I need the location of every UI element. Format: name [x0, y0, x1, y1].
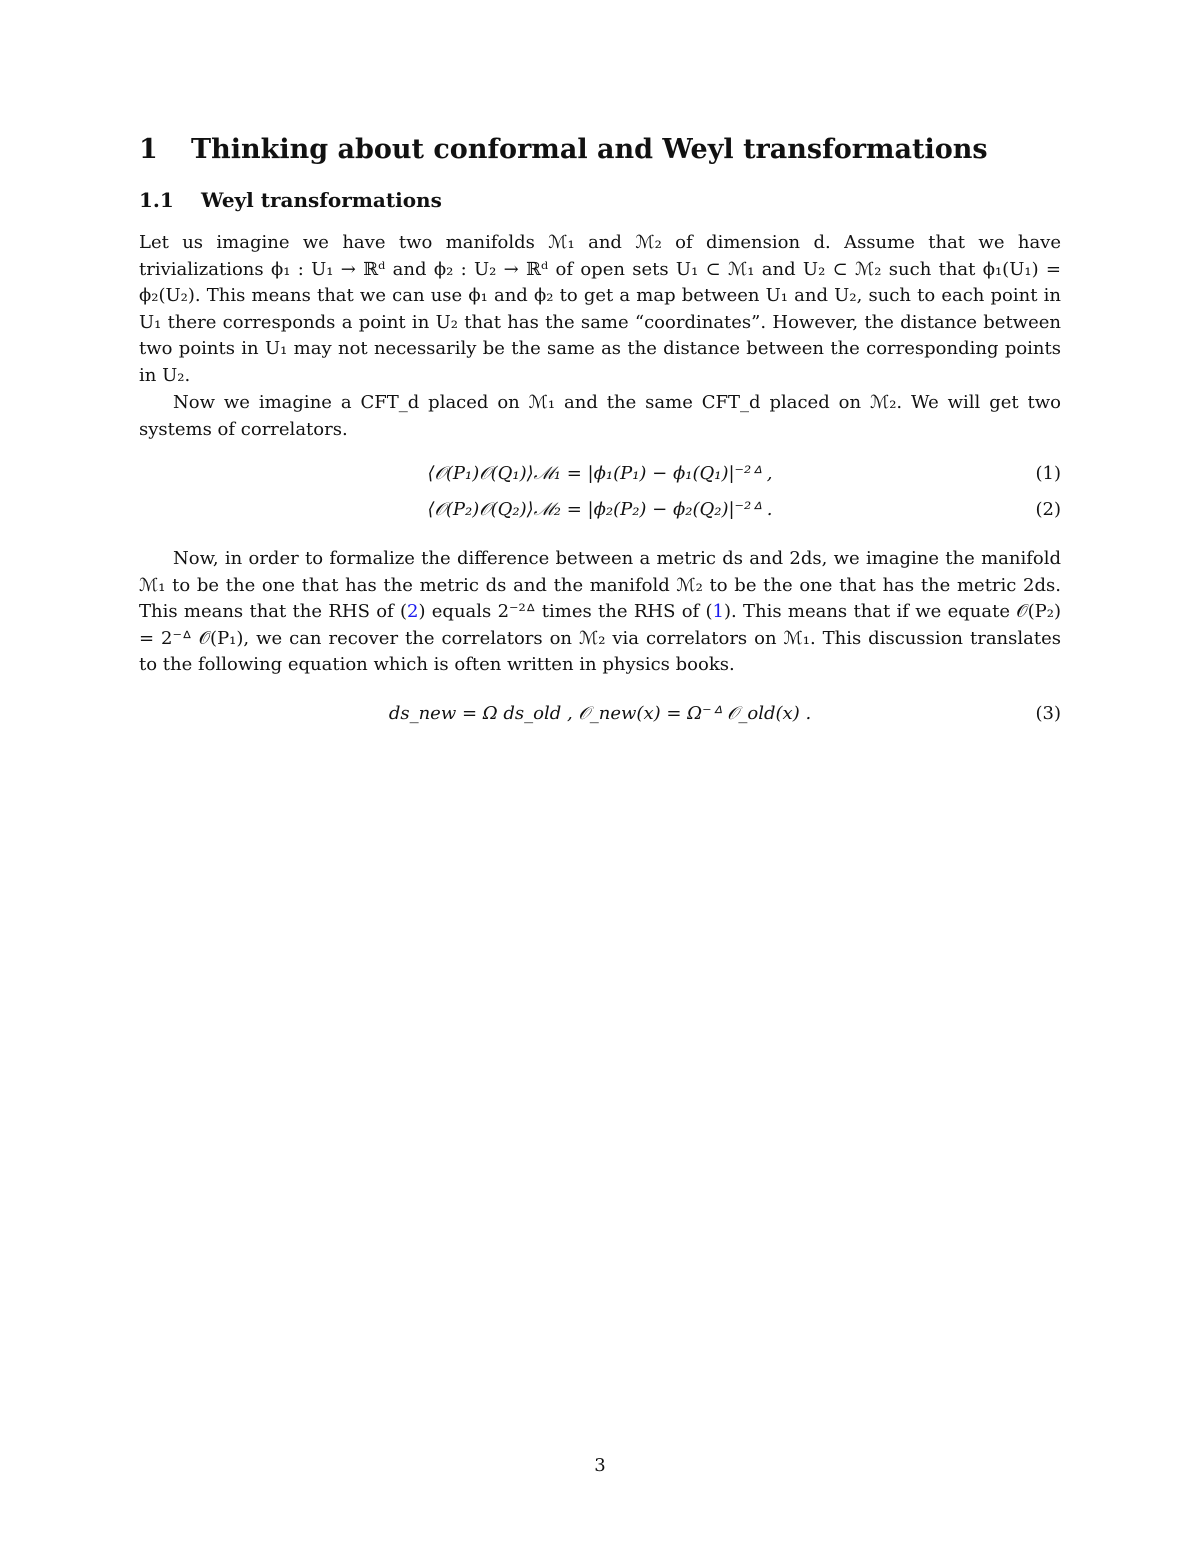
equation-ref-2-link[interactable]: 2	[407, 601, 419, 622]
equation-3	[139, 703, 1061, 733]
page-number: 3	[594, 1455, 606, 1476]
equation-3-body: ds_new = Ω ds_old , 𝒪_new(x) = Ω⁻ᐞ 𝒪_old(x) .	[388, 703, 812, 724]
subsection-number: 1.1	[139, 188, 174, 212]
section-number: 1	[139, 134, 158, 165]
equation-3-number: (3)	[1035, 703, 1061, 724]
equation-ref-1-link[interactable]: 1	[712, 601, 724, 622]
paragraph-cft-placement: Now we imagine a CFT_d placed on ℳ₁ and the same CFT_d placed on ℳ₂. We will get two systems of correlators.	[139, 392, 1061, 440]
subsection-heading	[139, 188, 442, 212]
paragraph-metric-text-b: ) equals 2⁻²ᐞ times the RHS of (	[418, 601, 713, 622]
equation-2-number: (2)	[1035, 499, 1061, 520]
equation-1-body: ⟨𝒪(P₁)𝒪(Q₁)⟩ℳ₁ = |ϕ₁(P₁) − ϕ₁(Q₁)|⁻²ᐞ ,	[427, 463, 773, 484]
paragraph-metric-text-c: ). This means that if we equate 𝒪(P₂) = 2⁻ᐞ 𝒪(P₁), we can recover the correlators on ℳ₂ via correlators on ℳ₁. This discussion translates to the following equation which is often written in physics books.	[139, 601, 1062, 675]
paragraph-metric-scaling	[139, 546, 1061, 679]
equation-1	[139, 463, 1061, 493]
section-title: Thinking about conformal and Weyl transformations	[191, 134, 988, 165]
paragraph-metric-text-a: Now, in order to formalize the difference between a metric ds and 2ds, we imagine the manifold ℳ₁ to be the one that has the metric ds and the manifold ℳ₂ to be the one that has the metric 2ds. This means that the RHS of (	[139, 548, 1061, 622]
equation-2	[139, 499, 1061, 529]
paragraph-manifolds: Let us imagine we have two manifolds ℳ₁ and ℳ₂ of dimension d. Assume that we have trivializations ϕ₁ : U₁ → ℝᵈ and ϕ₂ : U₂ → ℝᵈ of open sets U₁ ⊂ ℳ₁ and U₂ ⊂ ℳ₂ such that ϕ₁(U₁) = ϕ₂(U₂). This means that we can use ϕ₁ and ϕ₂ to get a map between U₁ and U₂, such to each point in U₁ there corresponds a point in U₂ that has the same “coordinates”. However, the distance between two points in U₁ may not necessarily be the same as the distance between the corresponding points in U₂.	[139, 232, 1061, 386]
section-heading	[139, 134, 988, 165]
subsection-title: Weyl transformations	[201, 188, 442, 212]
equation-1-number: (1)	[1035, 463, 1061, 484]
equation-2-body: ⟨𝒪(P₂)𝒪(Q₂)⟩ℳ₂ = |ϕ₂(P₂) − ϕ₂(Q₂)|⁻²ᐞ .	[427, 499, 773, 520]
